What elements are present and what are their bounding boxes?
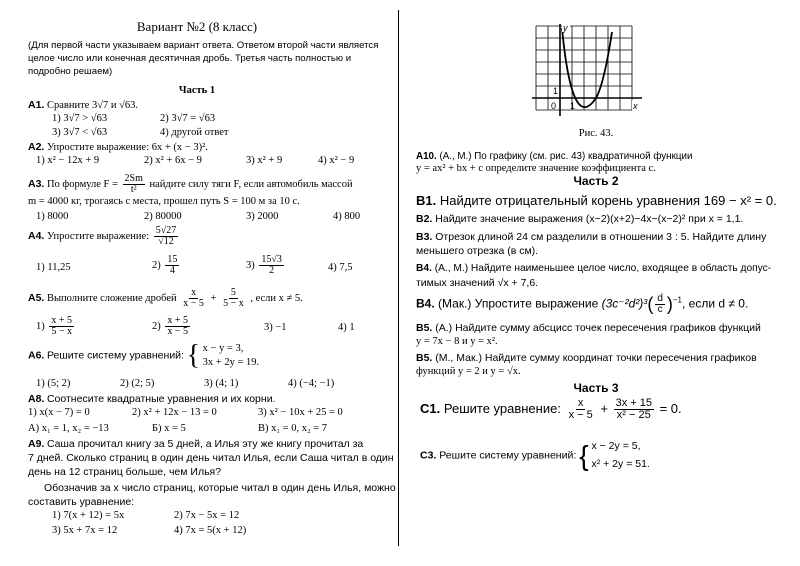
- c3-eq1: x − 2y = 5,: [591, 440, 641, 452]
- a5-option-2: [152, 316, 192, 337]
- question-a4: [28, 226, 180, 247]
- origin-label: 0: [551, 101, 557, 111]
- a3-pre: По формуле F =: [46, 178, 118, 190]
- b2-label: В2.: [416, 213, 433, 225]
- b5a-line-2: y = 7x − 8 и y = x².: [416, 336, 498, 347]
- a4-den: √12: [158, 236, 174, 247]
- a9-line-1: Саша прочитал книгу за 5 дней, а Илья эту же книгу прочитал за: [46, 438, 364, 450]
- a1-option-3: 3) 3√7 < √63: [52, 127, 108, 138]
- a6-eq2: 3x + 2y = 19.: [202, 357, 260, 369]
- a2-text: Упростите выражение: 6x + (x − 3)².: [46, 142, 208, 153]
- a1-label: А1.: [28, 99, 45, 111]
- b5a-line-1: (А.) Найдите сумму абсцисс точек пересечения графиков функций: [435, 322, 761, 334]
- c1-f2-den: x² − 25: [616, 409, 651, 421]
- a3-formula: [123, 174, 145, 195]
- a5-opt2-num: x + 5: [167, 315, 189, 326]
- c1-plus: +: [600, 400, 608, 416]
- question-b3: [416, 231, 766, 243]
- b4b-pre: (Мак.) Упростите выражение: [438, 296, 599, 311]
- y-axis-label: y: [563, 23, 568, 33]
- a8-root-a: А) x₁ = 1, x₂ = −13: [28, 423, 109, 434]
- question-a10: [416, 151, 692, 162]
- b5b-label: В5.: [416, 352, 433, 364]
- a8-root-c: В) x₁ = 0, x₂ = 7: [258, 423, 328, 434]
- figure-caption: Рис. 43.: [578, 128, 614, 139]
- a5-option-2-label: 2): [152, 320, 161, 332]
- c1-eq: = 0.: [659, 400, 682, 416]
- question-b2: [416, 213, 743, 225]
- a5-f2-num: 5: [230, 287, 236, 298]
- a6-label: А6.: [28, 349, 45, 362]
- a1-option-2: 2) 3√7 = √63: [160, 113, 216, 124]
- b4b-den: c: [657, 304, 663, 315]
- c1-text: Решите уравнение:: [443, 400, 561, 416]
- a1-option-4: 4) другой ответ: [160, 127, 229, 138]
- a2-option-2: 2) x² + 6x − 9: [144, 155, 202, 166]
- question-b5-m: [416, 352, 757, 364]
- a5-option-4: 4) 1: [338, 322, 355, 333]
- intro-line-3: подробно решаем): [28, 66, 113, 77]
- question-a9: [28, 438, 363, 451]
- a5-option-1: [36, 316, 76, 337]
- a3-post: найдите силу тяги F, если автомобиль массой: [149, 178, 353, 190]
- a4-option-2-label: 2): [152, 259, 161, 271]
- a10-line-2: y = ax² + bx + c определите значение коэффициента c.: [416, 163, 656, 174]
- a2-option-3: 3) x² + 9: [246, 155, 283, 166]
- a4-num: 5√27: [155, 225, 177, 236]
- a1-text: Сравните 3√7 и √63.: [46, 100, 138, 111]
- b4a-line-2: тимых значений √x + 7,6.: [416, 277, 539, 289]
- a5-f2-den: 5 − x: [223, 298, 244, 309]
- b4b-num: d: [657, 293, 663, 304]
- b5a-label: В5.: [416, 322, 433, 334]
- c3-eq2: x² + 2y = 51.: [591, 457, 650, 470]
- x-unit-label: 1: [570, 101, 576, 111]
- a4-label: А4.: [28, 229, 45, 242]
- b5b-line-1: (М., Мак.) Найдите сумму координат точки пересечения графиков: [435, 352, 757, 364]
- question-b1: [416, 194, 777, 209]
- c3-text: Решите систему уравнений:: [439, 449, 577, 462]
- a1-option-1: 1) 3√7 > √63: [52, 113, 108, 124]
- a3-option-2: 2) 80000: [144, 211, 182, 222]
- intro-line-1: (Для первой части указываем вариант ответа. Ответом второй части является: [28, 40, 379, 51]
- b3-line-1: Отрезок длиной 24 см разделили в отношении 3 : 5. Найдите длину: [435, 231, 767, 243]
- a4-option-3: [246, 255, 286, 276]
- x-axis-label: x: [633, 101, 638, 111]
- b4b-expr: (3c⁻²d²)³: [601, 296, 648, 311]
- a8-root-b: Б) x = 5: [152, 423, 186, 434]
- question-a5: [28, 288, 303, 309]
- a6-text: Решите систему уравнений:: [46, 349, 184, 362]
- variant-title: Вариант №2 (8 класс): [136, 19, 258, 34]
- a6-option-3: 3) (4; 1): [204, 378, 239, 389]
- column-divider: [398, 10, 399, 546]
- b4a-label: В4.: [416, 263, 432, 274]
- b4b-power: −1: [672, 295, 682, 305]
- a9-option-3: 3) 5x + 7x = 12: [52, 525, 118, 536]
- question-c1: [420, 398, 682, 421]
- b1-label: В1.: [416, 193, 437, 208]
- b4b-post: , если d ≠ 0.: [682, 296, 749, 311]
- a3-num: 2Sm: [124, 173, 143, 184]
- a9-line-2: 7 дней. Сколько страниц в один день читал Илья, если Саша читал в один: [28, 452, 394, 464]
- a8-equation-2: 2) x² + 12x − 13 = 0: [132, 407, 217, 418]
- c1-f1-den: x − 5: [568, 409, 593, 421]
- a4-opt2-num: 15: [167, 254, 178, 265]
- a5-option-1-label: 1): [36, 320, 45, 332]
- a2-option-4: 4) x² − 9: [318, 155, 355, 166]
- part2-heading: Часть 2: [573, 174, 619, 188]
- a4-opt2-den: 4: [169, 265, 175, 276]
- parabola-graph: [532, 22, 644, 118]
- a9-option-1: 1) 7(x + 12) = 5x: [52, 510, 125, 521]
- a4-opt3-den: 2: [269, 265, 275, 276]
- a8-equation-1: 1) x(x − 7) = 0: [28, 407, 90, 418]
- a5-label: А5.: [28, 291, 45, 304]
- a5-option-3: 3) −1: [264, 322, 287, 333]
- y-unit-label: 1: [553, 86, 559, 96]
- a5-text: Выполните сложение дробей: [46, 292, 177, 304]
- b4a-line-1: (А., М.) Найдите наименьшее целое число, входящее в область допус-: [434, 263, 772, 274]
- question-a3: [28, 174, 353, 195]
- question-b5-a: [416, 322, 761, 334]
- b1-text: Найдите отрицательный корень уравнения 169 − x² = 0.: [439, 193, 777, 208]
- a4-option-2: [152, 255, 181, 276]
- question-a8: [28, 393, 275, 406]
- a9-task-1: Обозначив за x число страниц, которые читал в один день Илья, можно: [44, 482, 396, 494]
- a2-label: А2.: [28, 141, 45, 153]
- a5-condition: , если x ≠ 5.: [250, 292, 303, 304]
- a4-option-4: 4) 7,5: [328, 262, 353, 273]
- a5-opt1-den: 5 − x: [51, 326, 73, 337]
- c3-label: С3.: [420, 449, 437, 462]
- a10-label: А10.: [416, 151, 437, 162]
- a9-line-3: день на 12 страниц больше, чем Илья?: [28, 466, 222, 478]
- a6-eq1: x − y = 3,: [202, 343, 244, 354]
- question-b4-am: [416, 263, 771, 275]
- a4-text: Упростите выражение:: [46, 230, 150, 242]
- a5-f1-den: x − 5: [183, 298, 204, 309]
- a6-option-4: 4) (−4; −1): [288, 378, 335, 389]
- a4-option-3-label: 3): [246, 259, 255, 271]
- a6-brace: {: [186, 340, 201, 372]
- part1-heading: Часть 1: [178, 85, 216, 96]
- a3-den: t²: [130, 184, 137, 195]
- c1-f1-num: x: [577, 397, 584, 409]
- c1-f2-num: 3x + 15: [615, 397, 652, 409]
- a5-opt1-num: x + 5: [51, 315, 73, 326]
- b3-label: В3.: [416, 231, 433, 243]
- part3-heading: Часть 3: [573, 381, 619, 395]
- a5-opt2-den: x − 5: [167, 326, 189, 337]
- a3-option-4: 4) 800: [333, 211, 361, 222]
- a4-option-1: 1) 11,25: [36, 262, 71, 273]
- parabola-curve: [562, 28, 612, 107]
- a3-option-1: 1) 8000: [36, 211, 69, 222]
- a9-option-2: 2) 7x − 5x = 12: [174, 510, 240, 521]
- question-a6: [28, 342, 259, 370]
- a3-option-3: 3) 2000: [246, 211, 279, 222]
- a3-line-2: m = 4000 кг, трогаясь с места, прошел путь S = 100 м за 10 с.: [28, 196, 300, 207]
- question-a2: [28, 141, 208, 154]
- a8-text: Соотнесите квадратные уравнения и их корни.: [46, 393, 276, 405]
- a6-option-2: 2) (2; 5): [120, 378, 155, 389]
- b4b-label: В4.: [416, 296, 435, 311]
- question-b4-mak: В4. (Мак.) Упростите выражение (3c⁻²d²)³( $\frac{d}{c}$ )$^{-1}$, если d ≠ 0.: [416, 293, 749, 315]
- b3-line-2: меньшего отрезка (в см).: [416, 245, 539, 257]
- b5b-line-2: функций y = 2 и y = √x.: [416, 366, 521, 377]
- b2-text: Найдите значение выражения (x−2)(x+2)−4x−(x−2)² при x = 1,1.: [435, 213, 744, 225]
- a9-task-2: составить уравнение:: [28, 496, 135, 508]
- a9-option-4: 4) 7x = 5(x + 12): [174, 525, 247, 536]
- a10-line-1: (А., М.) По графику (см. рис. 43) квадратичной функции: [439, 151, 693, 162]
- a4-expression: [154, 226, 179, 247]
- a8-equation-3: 3) x² − 10x + 25 = 0: [258, 407, 343, 418]
- a3-label: А3.: [28, 177, 45, 190]
- intro-line-2: целое число или конечная десятичная дробь. Третья часть полностью и: [28, 53, 352, 64]
- a5-plus: +: [210, 292, 217, 304]
- a2-option-1: 1) x² − 12x + 9: [36, 155, 100, 166]
- question-c3: [420, 438, 650, 474]
- a9-label: А9.: [28, 438, 45, 450]
- a8-label: А8.: [28, 393, 45, 405]
- c3-brace: {: [579, 439, 589, 471]
- a5-f1-num: x: [191, 287, 197, 298]
- a4-opt3-num: 15√3: [261, 254, 282, 265]
- c1-label: С1.: [420, 400, 441, 416]
- a6-option-1: 1) (5; 2): [36, 378, 71, 389]
- question-a1: [28, 99, 138, 112]
